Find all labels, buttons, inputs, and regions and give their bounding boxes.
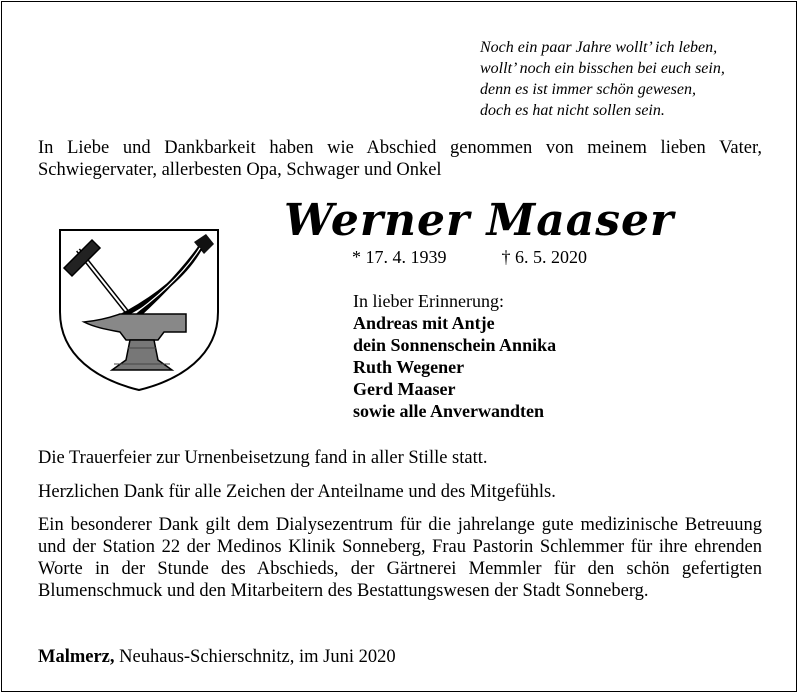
poem-line: wollt’ noch ein bisschen bei euch sein,	[480, 60, 725, 77]
remembrance-block	[353, 290, 556, 422]
mourner-name: dein Sonnenschein Annika	[353, 335, 557, 355]
closing-rest: Neuhaus-Schierschnitz, im Juni 2020	[114, 647, 396, 667]
deceased-name: Werner Maaser	[284, 195, 675, 246]
coat-of-arms-hammer-tongs-anvil-icon	[54, 224, 224, 394]
mourner-name: Gerd Maaser	[353, 379, 456, 399]
mourner-name: Andreas mit Antje	[353, 313, 495, 333]
poem-line: denn es ist immer schön gewesen,	[480, 81, 696, 98]
mourner-list	[353, 312, 556, 422]
ceremony-text: Die Trauerfeier zur Urnenbeisetzung fand in aller Stille statt.	[38, 448, 488, 468]
thanks-text: Herzlichen Dank für alle Zeichen der Anteilname und des Mitgefühls.	[38, 482, 556, 502]
mourner-name: Ruth Wegener	[353, 357, 465, 377]
intro-text: In Liebe und Dankbarkeit haben wie Abschied genommen von meinem lieben Vater, Schwiegervater, allerbesten Opa, Schwager und Onkel	[38, 138, 762, 180]
mourner-name: sowie alle Anverwandten	[353, 401, 544, 421]
birth-date: * 17. 4. 1939	[352, 247, 447, 267]
closing-line	[38, 646, 762, 668]
life-dates	[352, 247, 587, 268]
death-date: † 6. 5. 2020	[501, 247, 587, 267]
poem-line: doch es hat nicht sollen sein.	[480, 102, 665, 119]
poem-line: Noch ein paar Jahre wollt’ ich leben,	[480, 39, 718, 56]
special-thanks-text: Ein besonderer Dank gilt dem Dialysezentrum für die jahrelange gute medizinische Betreuung und der Station 22 der Medinos Klinik Sonneberg, Frau Pastorin Schlemmer für ihre ehrenden Worte in der Stunde des Abschieds, der Gärtnerei Memmler für den schön gefertigten Blumenschmuck und den Mitarbeitern des Bestattungswesen der Stadt Sonneberg.	[38, 515, 762, 601]
remembrance-heading: In lieber Erinnerung:	[353, 291, 504, 311]
closing-place: Malmerz,	[38, 647, 115, 667]
poem	[480, 37, 780, 121]
